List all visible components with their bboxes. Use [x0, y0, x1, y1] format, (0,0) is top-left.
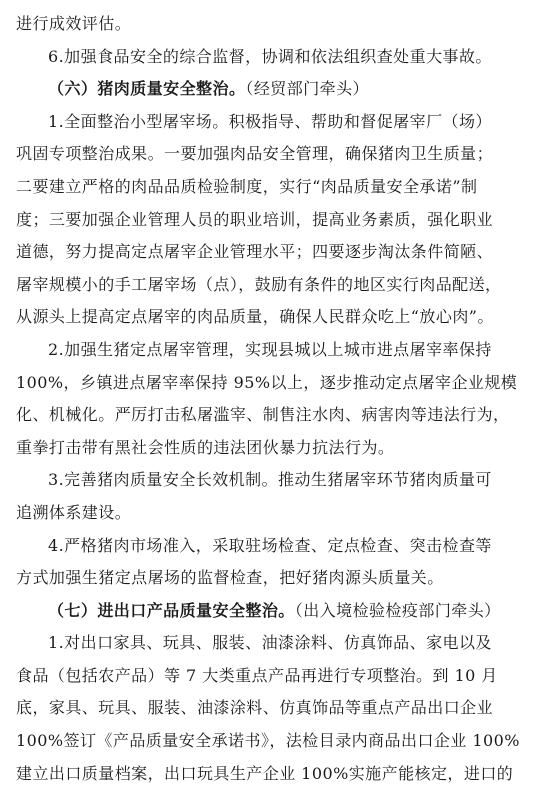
- text-line: [16, 106, 534, 139]
- line-text: 追溯体系建设。: [16, 502, 132, 522]
- text-line: [16, 497, 534, 530]
- line-text: 重拳打击带有黑社会性质的违法团伙暴力抗法行为。: [16, 437, 395, 457]
- line-text: 建立出口质量档案，出口玩具生产企业 100%实施产能核定，进口的: [16, 763, 514, 783]
- text-line: [16, 334, 534, 367]
- text-line: [16, 204, 534, 237]
- text-line: [16, 725, 534, 758]
- text-line: [16, 562, 534, 595]
- line-text: 100%签订《产品质量安全承诺书》，法检目录内商品出口企业 100%: [16, 731, 520, 751]
- text-line: [16, 138, 534, 171]
- text-line: [16, 692, 534, 725]
- line-text: 方式加强生猪定点屠场的监督检查，把好猪肉源头质量关。: [16, 568, 444, 588]
- line-text: 巩固专项整治成果。一要加强肉品安全管理，确保猪肉卫生质量；: [16, 144, 494, 164]
- text-line: [16, 464, 534, 497]
- line-text: 从源头上提高定点屠宰的肉品质量，确保人民群众吃上“放心肉”。: [16, 307, 494, 327]
- line-text: 100%，乡镇进点屠宰率保持 95%以上，逐步推动定点屠宰企业规模: [16, 372, 518, 392]
- lead-department-note: （经贸部门牵头）: [245, 79, 370, 99]
- section-heading: [16, 73, 534, 106]
- line-text: 化、机械化。严厉打击私屠滥宰、制售注水肉、病害肉等违法行为，: [16, 405, 510, 425]
- line-text: 4.严格猪肉市场准入，采取驻场检查、定点检查、突击检查等: [48, 535, 492, 555]
- text-line: [16, 171, 534, 204]
- text-line: [16, 530, 534, 563]
- line-text: 2.加强生猪定点屠宰管理，实现县城以上城市进点屠宰率保持: [48, 339, 492, 359]
- text-line: [16, 301, 534, 334]
- line-text: 6.加强食品安全的综合监督，协调和依法组织查处重大事故。: [48, 46, 492, 66]
- line-text: （六）猪肉质量安全整治。: [48, 79, 246, 99]
- text-line: [16, 627, 534, 660]
- line-text: 食品（包括农产品）等 7 大类重点产品再进行专项整治。到 10 月: [16, 665, 498, 685]
- line-text: 屠宰规模小的手工屠宰场（点），鼓励有条件的地区实行肉品配送，: [16, 274, 502, 294]
- line-text: 3.完善猪肉质量安全长效机制。推动生猪屠宰环节猪肉质量可: [48, 470, 492, 490]
- text-line: [16, 236, 534, 269]
- line-text: 道德，努力提高定点屠宰企业管理水平；四要逐步淘汰条件简陋、: [16, 242, 494, 262]
- text-line: [16, 269, 534, 302]
- text-line: [16, 660, 534, 693]
- text-line: [16, 8, 534, 41]
- line-text: （七）进出口产品质量安全整治。: [48, 600, 295, 620]
- line-text: 进行成效评估。: [16, 14, 132, 33]
- line-text: 二要建立严格的肉品品质检验制度，实行“肉品质量安全承诺”制: [16, 176, 478, 196]
- section-heading: [16, 595, 534, 628]
- line-text: 底，家具、玩具、服装、油漆涂料、仿真饰品等重点产品出口企业: [16, 698, 494, 718]
- text-line: [16, 367, 534, 400]
- text-line: [16, 432, 534, 465]
- text-line: [16, 41, 534, 74]
- text-line: [16, 399, 534, 432]
- lead-department-note: （出入境检验检疫部门牵头）: [294, 600, 501, 620]
- line-text: 1.全面整治小型屠宰场。积极指导、帮助和督促屠宰厂（场）: [48, 111, 492, 131]
- line-text: 1.对出口家具、玩具、服装、油漆涂料、仿真饰品、家电以及: [48, 633, 492, 653]
- line-text: 度；三要加强企业管理人员的职业培训，提高业务素质，强化职业: [16, 209, 494, 229]
- text-line: [16, 758, 534, 790]
